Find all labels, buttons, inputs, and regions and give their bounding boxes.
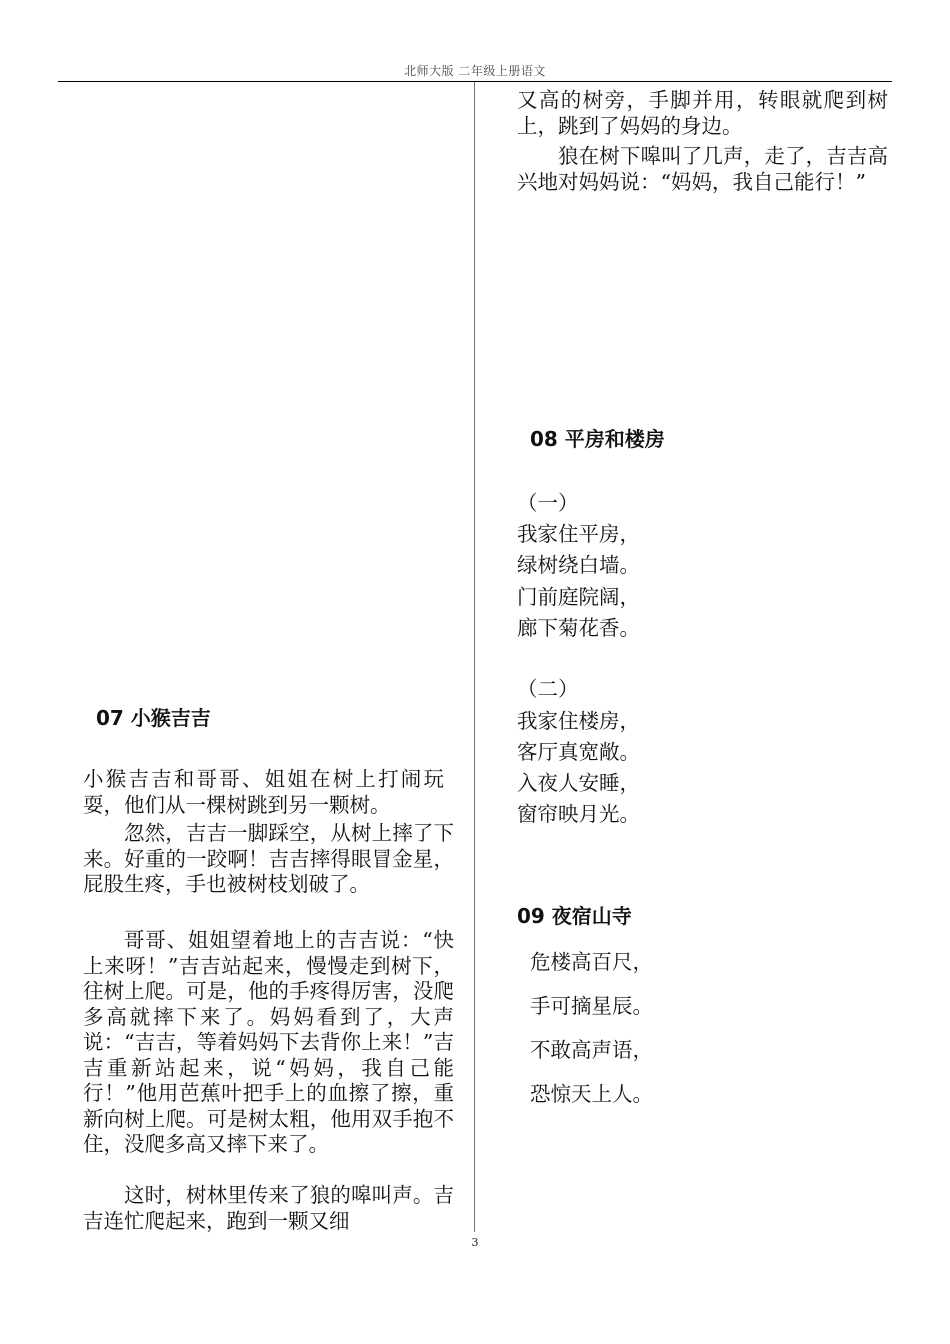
lesson07-paragraph-3: 哥哥、姐姐望着地上的吉吉说：“快上来呀！”吉吉站起来，慢慢走到树下，往树上爬。可是，他的手疼得厉害，没爬多高就摔下来了。妈妈看到了，大声说：“吉吉，等着妈妈下去背你上来！”吉吉重新站起来，说“妈妈，我自己能行！”他用芭蕉叶把手上的血擦了擦，重新向树上爬。可是树太粗，他用双手抱不住，没爬多高又摔下来了。	[83, 928, 454, 1156]
lesson07-paragraph-4: 这时，树林里传来了狼的嗥叫声。吉吉连忙爬起来，跑到一颗又细	[83, 1183, 454, 1233]
lesson07-title: 07 小猴吉吉	[96, 706, 211, 730]
lesson08-stanza1-label: （一）	[517, 491, 579, 515]
lesson08-stanza2-line-4: 窗帘映月光。	[517, 802, 640, 826]
lesson08-stanza1-line-3: 门前庭院阔，	[517, 585, 640, 609]
column-divider	[474, 82, 475, 1232]
lesson08-stanza1-line-1: 我家住平房，	[517, 522, 640, 546]
lesson08-stanza2-line-3: 入夜人安睡，	[517, 771, 640, 795]
page-header: 北师大版 二年级上册语文	[404, 64, 546, 78]
lesson08-stanza1-line-4: 廊下菊花香。	[517, 616, 640, 640]
lesson08-stanza2-label: （二）	[517, 677, 579, 701]
lesson07-paragraph-2: 忽然，吉吉一脚踩空，从树上摔了下来。好重的一跤啊！吉吉摔得眼冒金星，屁股生疼，手也被树枝划破了。	[83, 821, 454, 896]
lesson09-line-1: 危楼高百尺，	[530, 950, 653, 974]
lesson09-title: 09 夜宿山寺	[517, 904, 632, 928]
lesson08-stanza2-line-2: 客厅真宽敞。	[517, 740, 640, 764]
lesson08-stanza2-line-1: 我家住楼房，	[517, 709, 640, 733]
lesson09-line-3: 不敢高声语，	[530, 1038, 653, 1062]
page-number: 3	[471, 1236, 479, 1249]
lesson09-line-2: 手可摘星辰。	[530, 994, 653, 1018]
lesson07-paragraph-1: 小猴吉吉和哥哥、姐姐在树上打闹玩耍，他们从一棵树跳到另一颗树。	[83, 767, 444, 817]
lesson08-title: 08 平房和楼房	[530, 427, 665, 451]
lesson07-continued-paragraph-2: 狼在树下嗥叫了几声，走了，吉吉高兴地对妈妈说：“妈妈，我自己能行！”	[517, 144, 888, 194]
lesson08-stanza1-line-2: 绿树绕白墙。	[517, 553, 640, 577]
lesson07-continued-paragraph-1: 又高的树旁，手脚并用，转眼就爬到树上，跳到了妈妈的身边。	[517, 88, 888, 138]
lesson09-line-4: 恐惊天上人。	[530, 1082, 653, 1106]
header-rule	[58, 81, 892, 82]
